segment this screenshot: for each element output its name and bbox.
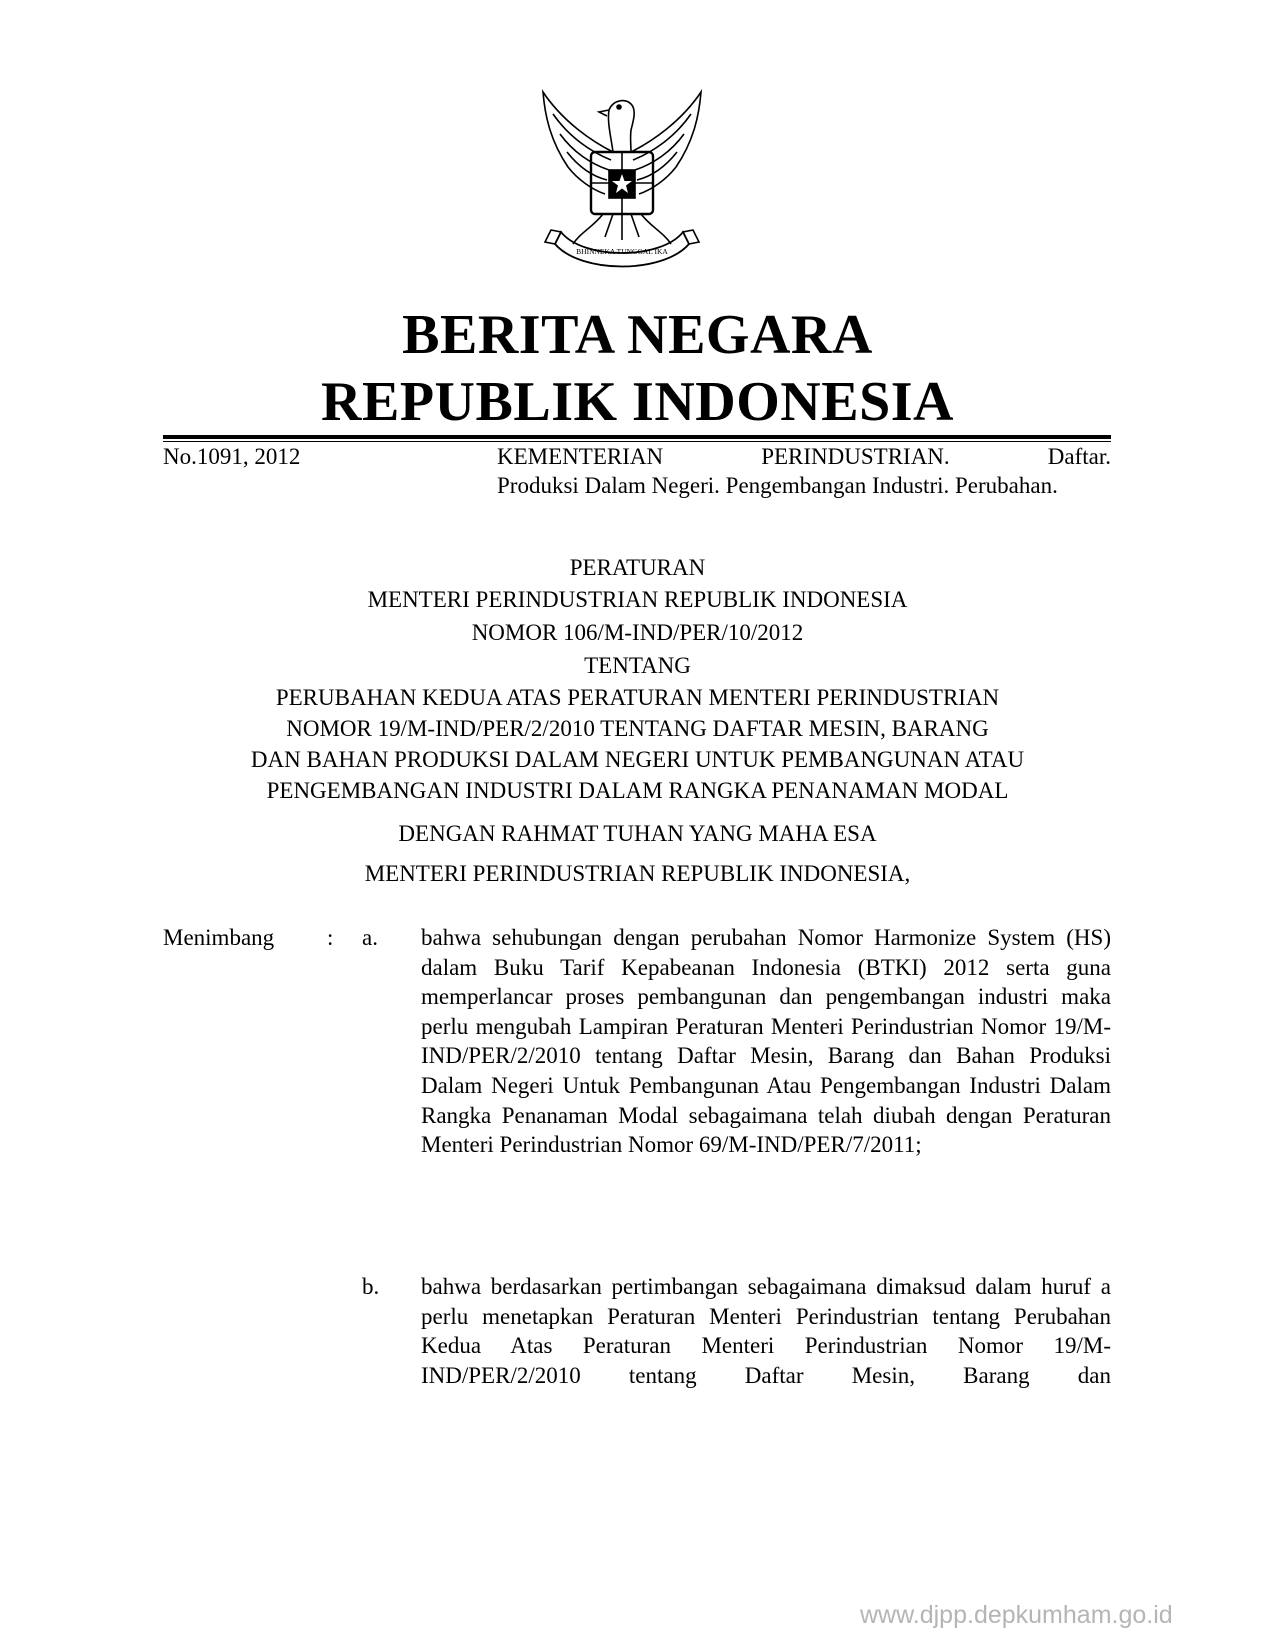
regulation-issuer: MENTERI PERINDUSTRIAN REPUBLIK INDONESIA (367, 587, 908, 612)
subject-word: KEMENTERIAN (497, 444, 664, 469)
considering-item-a: bahwa sehubungan dengan perubahan Nomor Harmonize System (HS) dalam Buku Tarif Kepabeanan Indonesia (BTKI) 2012 serta guna memperlancar proses pembangunan dan pengembangan industri maka perlu mengubah Lampiran Peraturan Menteri Perindustrian Nomor 19/M-IND/PER/2/2010 tentang Daftar Mesin, Barang dan Bahan Produksi Dalam Negeri Untuk Pembangunan Atau Pengembangan Industri Dalam Rangka Penanaman Modal sebagaimana telah diubah dengan Peraturan Menteri Perindustrian Nomor 69/M-IND/PER/7/2011; (421, 925, 1111, 1158)
regulation-type: PERATURAN (569, 555, 706, 580)
considering-colon: : (327, 925, 334, 950)
considering-item-b: bahwa berdasarkan pertimbangan sebagaimana dimaksud dalam huruf a perlu menetapkan Peraturan Menteri Perindustrian tentang Perubahan Kedua Atas Peraturan Menteri Perindustrian Nomor 19/M-IND/PER/2/2010 tentang Daftar Mesin, Barang dan (421, 1274, 1111, 1388)
regulation-subject-line: PERUBAHAN KEDUA ATAS PERATURAN MENTERI PERINDUSTRIAN (275, 685, 1000, 710)
regulation-subject-line: NOMOR 19/M-IND/PER/2/2010 TENTANG DAFTAR MESIN, BARANG (286, 716, 989, 741)
garuda-emblem-icon (533, 82, 711, 272)
header-rule-thick (163, 435, 1111, 439)
regulation-about: TENTANG (584, 653, 691, 678)
source-watermark: www.djpp.depkumham.go.id (860, 1601, 1173, 1629)
gazette-title: BERITA NEGARA (402, 304, 873, 366)
subject-word: PERINDUSTRIAN. (761, 444, 950, 469)
item-marker: b. (362, 1274, 380, 1299)
minister-line: MENTERI PERINDUSTRIAN REPUBLIK INDONESIA, (364, 861, 911, 886)
gazette-number: No.1091, 2012 (163, 444, 301, 469)
regulation-subject-line: PENGEMBANGAN INDUSTRI DALAM RANGKA PENANAMAN MODAL (266, 778, 1009, 803)
gazette-subject (497, 442, 1111, 500)
blessing-line: DENGAN RAHMAT TUHAN YANG MAHA ESA (398, 821, 877, 846)
subject-rest: Produksi Dalam Negeri. Pengembangan Industri. Perubahan. (497, 473, 1058, 498)
subject-word: Daftar. (1047, 444, 1111, 469)
item-marker: a. (362, 925, 378, 950)
regulation-subject-line: DAN BAHAN PRODUKSI DALAM NEGERI UNTUK PEMBANGUNAN ATAU (250, 747, 1025, 772)
considering-label: Menimbang (163, 925, 275, 950)
emblem-motto: BHINNEKA TUNGGAL IKA (576, 247, 668, 256)
gazette-subtitle: REPUBLIK INDONESIA (321, 371, 954, 433)
regulation-number: NOMOR 106/M-IND/PER/10/2012 (471, 620, 804, 645)
